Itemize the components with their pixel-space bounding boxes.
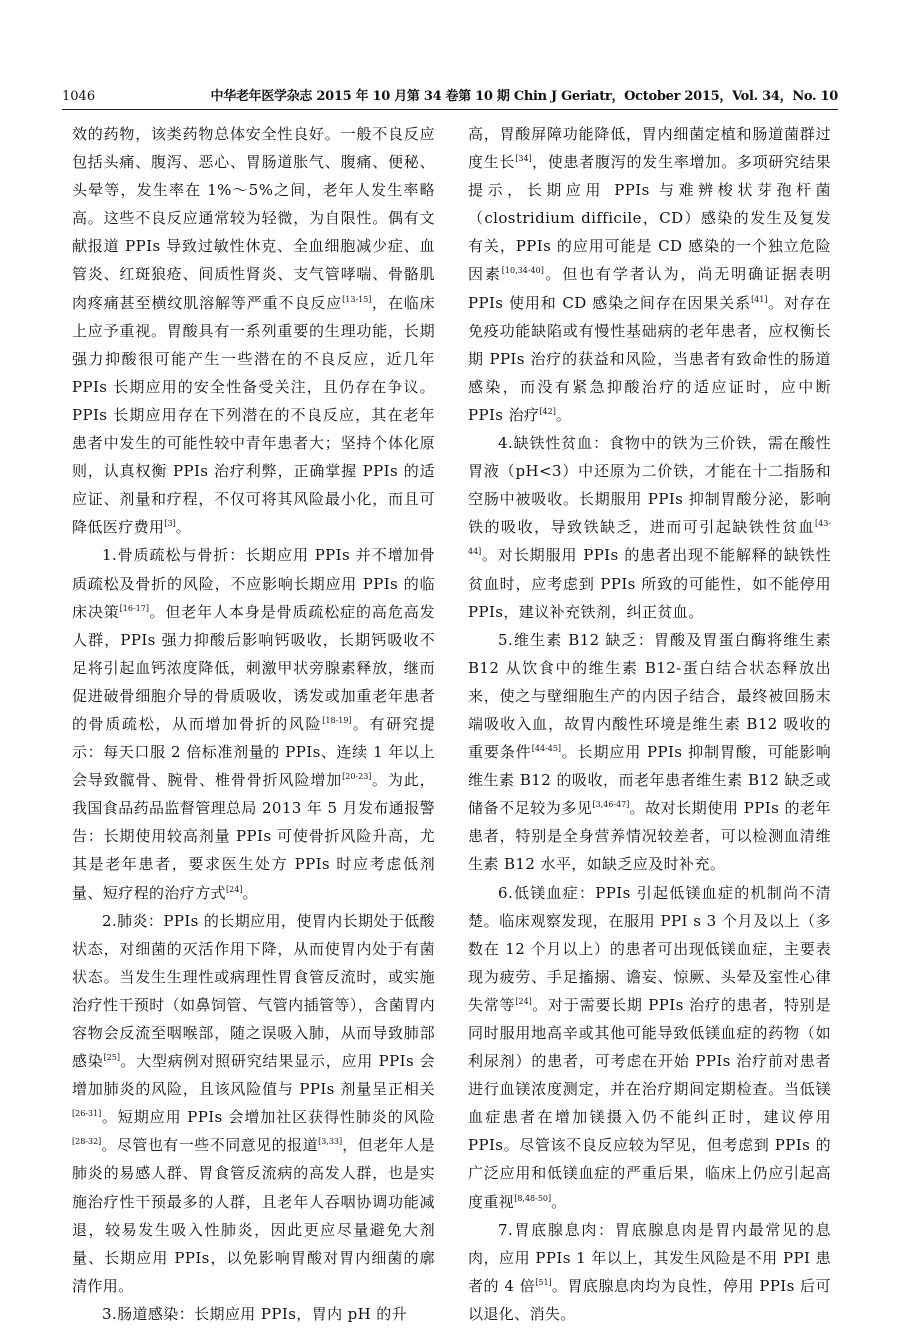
text-run: 。尽管也有一些不同意见的报道 xyxy=(101,1136,319,1155)
text-run: 5.维生素 B12 缺乏：胃酸及胃蛋白酶将维生素 B12 从饮食中的维生素 B12-蛋白结合状态释放出来，使之与壁细胞生产的内因子结合，最终被回肠末端吸收入血，故胃内酸性环境是维生素 B12 吸收的重要条件 xyxy=(468,630,831,762)
text-run: 3.肠道感染：长期应用 PPIs，胃内 pH 的升 xyxy=(102,1304,408,1323)
citation-ref: [13-15] xyxy=(342,294,372,304)
citation-ref: [3,46-47] xyxy=(592,800,630,810)
paragraph xyxy=(468,1216,831,1328)
text-run: 。故对长期使用 PPIs 的老年患者，特别是全身营养情况较差者，可以检测血清维生素 B12 水平，如缺乏应及时补充。 xyxy=(468,799,832,874)
text-run: 1.骨质疏松与骨折：长期应用 PPIs 并不增加骨质疏松及骨折的风险，不应影响长期应用 PPIs 的临床决策 xyxy=(72,546,435,621)
text-run: 6.低镁血症：PPIs 引起低镁血症的机制尚不清楚。临床观察发现，在服用 PPI s 3 个月及以上（多数在 12 个月以上）的患者可出现低镁血症，主要表现为疲劳、手足搐搦、谵妄、惊厥、头晕及室性心律失常等 xyxy=(468,883,831,1014)
citation-ref: [42] xyxy=(539,406,556,416)
text-run: 。为此，我国食品药品监督管理总局 2013 年 5 月发布通报警告：长期使用较高剂量 PPIs 可使骨折风险升高，尤其是老年患者，要求医生处方 PPIs 时应考虑低剂量、短疗程的治疗方式 xyxy=(72,771,435,902)
right-column xyxy=(468,120,831,1328)
text-run: 。对长期服用 PPIs 的患者出现不能解释的缺铁性贫血时，应考虑到 PPIs 所致的可能性，如不能停用 PPIs，建议补充铁剂，纠正贫血。 xyxy=(468,546,831,621)
citation-ref: [34] xyxy=(515,154,532,164)
paragraph xyxy=(468,879,831,1216)
citation-ref: [44-45] xyxy=(531,744,562,754)
text-run: 效的药物，该类药物总体安全性良好。一般不良反应包括头痛、腹泻、恶心、胃肠道胀气、腹痛、便秘、头晕等，发生率在 1%～5%之间，老年人发生率略高。这些不良反应通常较为轻微，为自限性。偶有文献报道 PPIs 导致过敏性休克、全血细胞减少症、血管炎、红斑狼疮、间质性肾炎、支气管哮喘、骨骼肌肉疼痛甚至横纹肌溶解等严重不良反应 xyxy=(72,125,435,312)
citation-ref: [3,33] xyxy=(318,1137,343,1147)
text-run: 。大型病例对照研究结果显示，应用 PPIs 会增加肺炎的风险，且该风险值与 PPIs 剂量呈正相关 xyxy=(72,1052,435,1099)
text-run: 。对存在免疫功能缺陷或有慢性基础病的老年患者，应权衡长期 PPIs 治疗的获益和风险，当患者有致命性的肠道感染，而没有紧急抑酸治疗的适应证时，应中断 PPIs 治疗 xyxy=(468,293,831,424)
text-run: ，在临床上应予重视。胃酸具有一系列重要的生理功能，长期强力抑酸很可能产生一些潜在的不良反应，近几年 PPIs 长期应用的安全性备受关注，且仍存在争议。PPIs 长期应用存在下列潜在的不良反应，其在老年患者中发生的可能性较中青年患者大；坚持个体化原则，认真权衡 PPIs 治疗利弊，正确掌握 PPIs 的适应证、剂量和疗程，不仅可将其风险最小化，而且可降低医疗费用 xyxy=(72,293,435,537)
citation-ref: [26-31] xyxy=(72,1109,102,1119)
page-number: 1046 xyxy=(62,89,96,104)
citation-ref: [51] xyxy=(535,1277,552,1287)
text-run: 。但老年人本身是骨质疏松症的高危高发人群，PPIs 强力抑酸后影响钙吸收，长期钙吸收不足将引起血钙浓度降低，刺激甲状旁腺素释放，继而促进破骨细胞介导的骨质吸收，诱发或加重老年患者的骨质疏松，从而增加骨折的风险 xyxy=(72,602,435,733)
text-run: 2.肺炎：PPIs 的长期应用，使胃内长期处于低酸状态，对细菌的灭活作用下降，从而使胃内处于有菌状态。当发生生理性或病理性胃食管反流时，或实施治疗性干预时（如鼻饲管、气管内插管等），含菌胃内容物会反流至咽喉部，随之误吸入肺，从而导致肺部感染 xyxy=(72,911,435,1071)
header-rule xyxy=(62,109,838,110)
citation-ref: [10,34-40] xyxy=(501,266,544,276)
paragraph xyxy=(72,907,435,1300)
paragraph xyxy=(72,120,435,541)
text-run: ，但老年人是肺炎的易感人群、胃食管反流病的高发人群，也是实施治疗性干预最多的人群，且老年人吞咽协调功能减退，较易发生吸入性肺炎，因此更应尽量避免大剂量、长期应用 PPIs，以免影响胃酸对胃内细菌的廓清作用。 xyxy=(72,1136,436,1295)
text-run: 4.缺铁性贫血：食物中的铁为三价铁，需在酸性胃液（pH<3）中还原为二价铁，才能在十二指肠和空肠中被吸收。长期服用 PPIs 抑制胃酸分泌，影响铁的吸收，导致铁缺乏，进而可引起缺铁性贫血 xyxy=(468,434,831,537)
text-run: 。但也有学者认为，尚无明确证据表明 PPIs 使用和 CD 感染之间存在因果关系 xyxy=(468,265,831,312)
paragraph xyxy=(468,626,831,879)
text-run: 7.胃底腺息肉：胃底腺息肉是胃内最常见的息肉，应用 PPIs 1 年以上，其发生风险是不用 PPI 患者的 4 倍 xyxy=(468,1220,831,1295)
text-run: 。长期应用 PPIs 抑制胃酸，可能影响维生素 B12 的吸收，而老年患者维生素 B12 缺乏或储备不足较为多见 xyxy=(468,743,831,818)
text-run: 。 xyxy=(555,405,572,424)
text-run: 。对于需要长期 PPIs 治疗的患者，特别是同时服用地高辛或其他可能导致低镁血症的药物（如利尿剂）的患者，可考虑在开始 PPIs 治疗前对患者进行血镁浓度测定，并在治疗期间定期检查。当低镁血症患者在增加镁摄入仍不能纠正时，建议停用 PPIs。尽管该不良反应较为罕见，但考虑到 PPIs 的广泛应用和低镁血症的严重后果，临床上仍应引起高度重视 xyxy=(468,995,831,1211)
citation-ref: [28-32] xyxy=(72,1137,102,1147)
text-run: 。短期应用 PPIs 会增加社区获得性肺炎的风险 xyxy=(101,1108,435,1127)
paragraph xyxy=(72,541,435,906)
citation-ref: [20-23] xyxy=(342,772,372,782)
text-run: 。 xyxy=(551,1192,567,1211)
citation-ref: [18-19] xyxy=(322,715,352,725)
text-run: ，使患者腹泻的发生率增加。多项研究结果提示，长期应用 PPIs 与难辨梭状芽孢杆菌（clostridium difficile，CD）感染的发生及复发有关，PPIs 的应用可能是 CD 感染的一个独立危险因素 xyxy=(468,153,831,284)
paragraph xyxy=(468,120,831,429)
journal-citation: 中华老年医学杂志 2015 年 10 月第 34 卷第 10 期 Chin J Geriatr，October 2015，Vol. 34，No. 10 xyxy=(210,89,838,104)
paragraph xyxy=(72,1300,435,1328)
text-run: 。有研究提示：每天口服 2 倍标准剂量的 PPIs、连续 1 年以上会导致髋骨、腕骨、椎骨骨折风险增加 xyxy=(72,714,435,790)
running-header xyxy=(62,86,838,108)
citation-ref: [24] xyxy=(515,996,532,1006)
left-column xyxy=(72,120,435,1328)
citation-ref: [41] xyxy=(751,294,768,304)
citation-ref: [3] xyxy=(164,519,176,529)
text-run: 。 xyxy=(242,883,258,902)
text-run: 。胃底腺息肉均为良性，停用 PPIs 后可以退化、消失。 xyxy=(468,1276,832,1323)
citation-ref: [24] xyxy=(226,884,243,894)
text-run: 高，胃酸屏障功能降低，胃内细菌定植和肠道菌群过度生长 xyxy=(468,125,831,172)
citation-ref: [43-44] xyxy=(468,519,831,557)
text-run: 。 xyxy=(175,518,192,537)
citation-ref: [16-17] xyxy=(119,603,149,613)
paragraph xyxy=(468,429,831,626)
citation-ref: [8,48-50] xyxy=(514,1193,552,1203)
citation-ref: [25] xyxy=(103,1053,121,1063)
